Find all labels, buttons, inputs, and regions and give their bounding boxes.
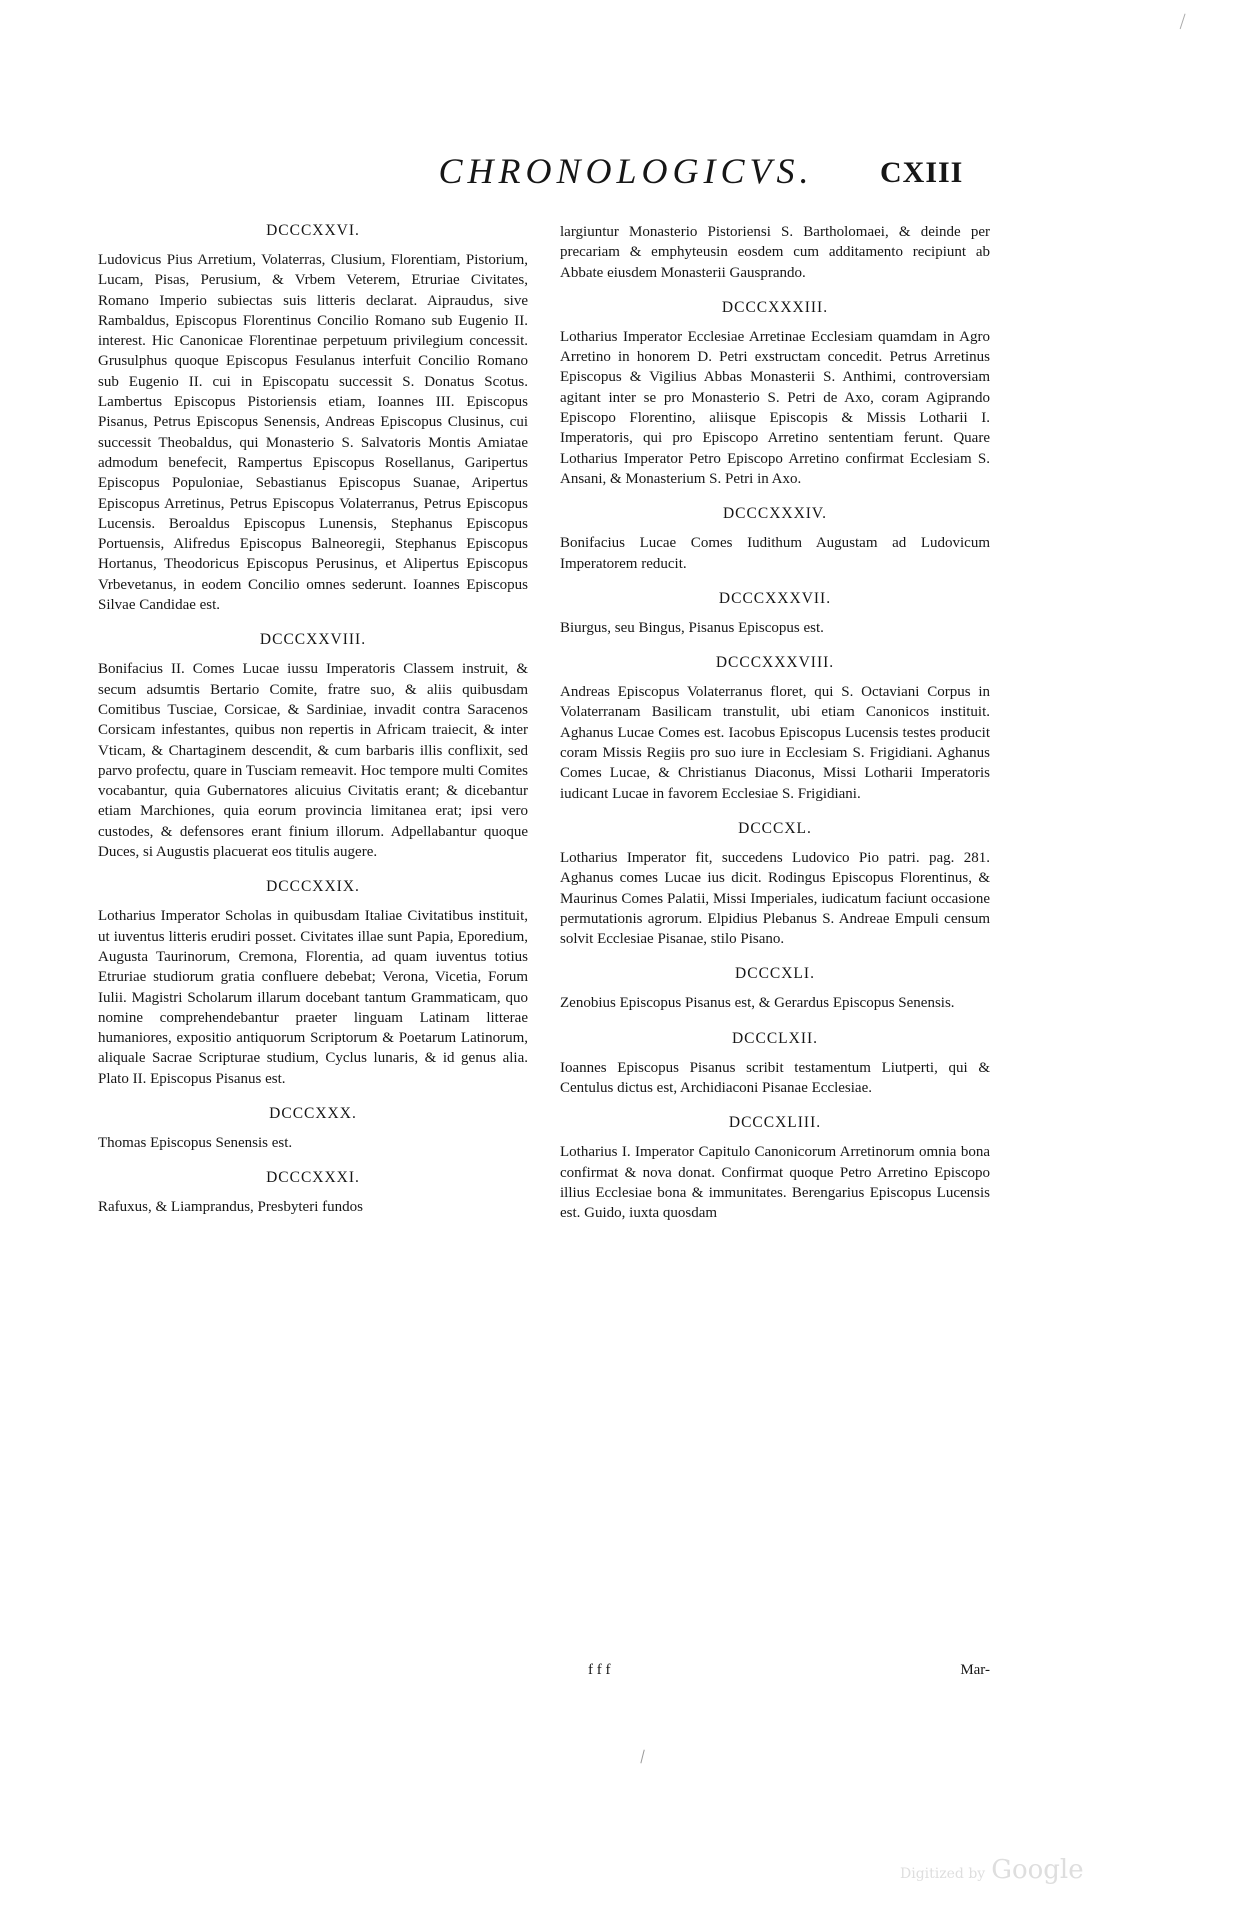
chronicle-entry	[560, 965, 990, 1013]
chronicle-entry	[98, 1105, 528, 1153]
entry-text: Bonifacius Lucae Comes Iudithum Augustam ad Ludovicum Imperatorem reducit.	[560, 535, 990, 572]
watermark-prefix: Digitized by	[900, 1866, 986, 1882]
chronicle-entry	[98, 631, 528, 862]
entry-text: Lotharius I. Imperator Capitulo Canonicorum Arretinorum omnia bona confirmat & nova donat. Confirmat quoque Petro Arretino Episcopo illius Ecclesiae bona & immunitates. Berengarius Episcopus Lucensis est. Guido, iuxta quosdam	[560, 1144, 990, 1222]
left-column	[98, 222, 528, 1234]
chronicle-entry	[560, 820, 990, 949]
digitization-watermark	[900, 1855, 1084, 1885]
chronicle-entry	[560, 299, 990, 489]
entry-text: Andreas Episcopus Volaterranus floret, qui S. Octaviani Corpus in Volaterranam Basilicam transtulit, ubi etiam Canonicos instituit. Aghanus Lucae Comes est. Iacobus Episcopus Lucensis testes producit coram Missis Regiis pro suo iure in Ecclesiam S. Frigidiani. Aghanus Comes Lucae, & Christianus Diaconus, Missi Lotharii Imperatoris iudicant Lucae in favorem Ecclesiae S. Frigidiani.	[560, 684, 990, 802]
year-heading: DCCCXXXVII.	[718, 589, 832, 607]
chronicle-entry	[560, 1030, 990, 1099]
year-heading: DCCCXXXVIII.	[715, 654, 835, 672]
year-heading: DCCCXL.	[738, 819, 812, 837]
entry-text: Biurgus, seu Bingus, Pisanus Episcopus est.	[560, 619, 824, 636]
entry-text: Lotharius Imperator Ecclesiae Arretinae Ecclesiam quamdam in Agro Arretino in honorem D. Petri exstructam concedit. Petrus Arretinus Episcopus & Vigilius Abbas Monasterii S. Anthimi, controversiam agitant inter se pro Monasterio S. Petri de Axo, coram Agiprando Episcopo Florentino, aliisque Episcopis & Missis Lotharii I. Imperatoris, qui pro Episcopo Arretino sententiam ferunt. Quare Lotharius Imperator Petro Episcopo Arretino confirmat Ecclesiam S. Ansani, & Monasterium S. Petri in Axo.	[560, 328, 990, 487]
year-heading: DCCCXXIX.	[266, 878, 360, 896]
entry-text: Zenobius Episcopus Pisanus est, & Gerardus Episcopus Senensis.	[560, 995, 955, 1012]
year-heading: DCCCXXXIV.	[722, 505, 828, 523]
watermark-brand: Google	[991, 1855, 1084, 1885]
entry-text: Ludovicus Pius Arretium, Volaterras, Clusium, Florentiam, Pistorium, Lucam, Pisas, Perusium, & Vrbem Veterem, Etruriae Civitates, Romano Imperio subiectas suis litteris declarat. Aipraudus, sive Rambaldus, Episcopus Florentinus Concilio Romano sub Eugenio II. interest. Hic Canonicae Florentinae perpetuum privilegium concessit. Grusulphus quoque Episcopus Fesulanus interfuit Concilio Romano sub Eugenio II. cui in Episcopatu successit S. Donatus Scotus. Lambertus Episcopus Pistoriensis etiam, Ioannes III. Episcopus Pisanus, Petrus Episcopus Senensis, Andreas Episcopus Clusinus, cui successit Theobaldus, qui Monasterio S. Salvatoris Montis Amiatae admodum benefecit, Rampertus Episcopus Rosellanus, Garipertus Episcopus Populoniae, Sebastianus Episcopus Suanae, Aripertus Episcopus Arretinus, Petrus Episcopus Volaterranus, Petrus Episcopus Lucensis. Beroaldus Episcopus Lunensis, Stephanus Episcopus Portuensis, Alifredus Episcopus Balneoregii, Stephanus Episcopus Hortanus, Theodoricus Episcopus Perusinus, et Alipertus Episcopus Vrbevetanus, in eodem Concilio omnes sederunt. Ioannes Episcopus Silvae Candidae est.	[98, 252, 528, 614]
year-heading: DCCCXLI.	[735, 965, 815, 983]
chronicle-entry	[98, 878, 528, 1089]
chronicle-entry	[560, 590, 990, 638]
entry-text: Bonifacius II. Comes Lucae iussu Imperatoris Classem instruit, & secum adsumtis Bertario Comite, fratre suo, & aliis quibusdam Comitibus Tusciae, Corsicae, & Sardiniae, invadit contra Saracenos Corsicam infestantes, quibus non repertis in Africam traiecit, & inter Vticam, & Chartaginem descendit, & cum barbaris illis conflixit, sed parvo profectu, quare in Tusciam remeavit. Hoc tempore multi Comites vocabantur, quia Gubernatores alicuius Civitatis erant; & dicebantur etiam Marchiones, quia eorum provincia limitanea erat; ipsi vero custodes, & defensores erant finium illorum. Adpellabantur quoque Duces, si Augustis placuerat eos titulis augere.	[98, 661, 528, 861]
entry-text: Lotharius Imperator Scholas in quibusdam Italiae Civitatibus instituit, ut iuventus litteris erudiri posset. Civitates illae sunt Papia, Eporedium, Augusta Taurinorum, Cremona, Florentia, ad quam iuventus totius Etruriae studiorum gratia confluere debebat; Verona, Vicetia, Forum Iulii. Magistri Scholarum illarum docebant tantum Grammaticam, quo nomine comprehendebantur praeter linguam Latinam litterae humaniores, expositio antiquorum Scriptorum & Poetarum Latinorum, aliquale Sacrae Scripturae studium, Cyclus lunaris, & id genus alia. Plato II. Episcopus Pisanus est.	[98, 908, 528, 1087]
entry-text: Lotharius Imperator fit, succedens Ludovico Pio patri. pag. 281. Aghanus comes Lucae ius dicit. Rodingus Episcopus Florentinus, & Maurinus Comes Palatii, Missi Imperiales, iudicatum faciunt occasione permutationis agrorum. Elpidius Plebanus S. Andreae Empuli censum solvit Ecclesiae Pisanae, stilo Pisano.	[560, 849, 990, 948]
chronicle-entry-continued	[560, 222, 990, 283]
chronicle-entry	[560, 1114, 990, 1223]
chronicle-entry	[98, 222, 528, 615]
chronicle-entry	[560, 654, 990, 804]
entry-text: Rafuxus, & Liamprandus, Presbyteri fundos	[98, 1199, 363, 1216]
running-title: CHRONOLOGICVS.	[438, 151, 814, 191]
page-edge-mark	[1180, 14, 1190, 31]
page-header	[0, 150, 1252, 210]
year-heading: DCCCLXII.	[731, 1029, 819, 1047]
entry-text: Ioannes Episcopus Pisanus scribit testamentum Liutperti, qui & Centulus dictus est, Archidiaconi Pisanae Ecclesiae.	[560, 1059, 990, 1097]
year-heading: DCCCXLIII.	[728, 1114, 822, 1132]
entry-text: largiuntur Monasterio Pistoriensi S. Bartholomaei, & deinde per precariam & emphyteusin eosdem cum additamento recipiunt ab Abbate eiusdem Monasterii Gausprando.	[560, 224, 990, 281]
page-number: CXIII	[880, 156, 964, 189]
year-heading: DCCCXXXIII.	[721, 298, 829, 316]
chronicle-entry	[560, 505, 990, 574]
chronicle-entry	[98, 1169, 528, 1217]
year-heading: DCCCXXXI.	[266, 1169, 360, 1187]
signature-mark: f f f	[588, 1662, 611, 1678]
right-column	[560, 222, 990, 1240]
entry-text: Thomas Episcopus Senensis est.	[98, 1134, 293, 1151]
catchword: Mar-	[960, 1662, 990, 1678]
year-heading: DCCCXXX.	[269, 1104, 357, 1122]
stray-mark	[640, 1750, 648, 1765]
year-heading: DCCCXXVIII.	[259, 631, 367, 649]
year-heading: DCCCXXVI.	[266, 222, 360, 239]
